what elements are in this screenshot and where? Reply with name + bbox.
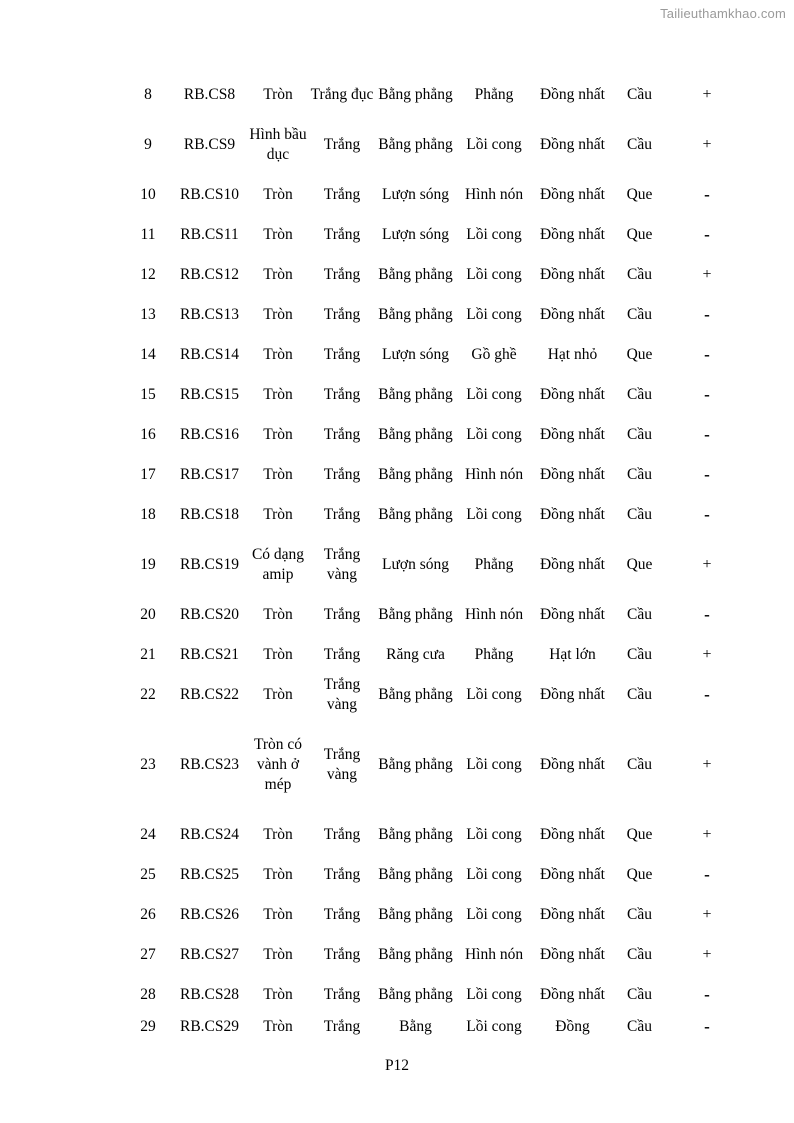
page-number: P12: [384, 1057, 410, 1074]
table-row: [125, 335, 747, 375]
cell-elevation: Lồi cong: [466, 986, 522, 1003]
cell-structure: Đồng nhất: [539, 186, 605, 203]
cell-morphology: Cầu: [627, 606, 652, 623]
cell-shape: Tròn có vành ở mép: [253, 736, 303, 793]
cell-color: Trắng: [323, 466, 361, 483]
cell-elevation: Phẳng: [474, 86, 514, 103]
cell-surface: Bằng phẳng: [378, 826, 453, 843]
cell-elevation: Hình nón: [464, 466, 524, 483]
cell-structure: Đồng nhất: [539, 86, 605, 103]
cell-elevation: Lồi cong: [466, 866, 522, 883]
cell-gram: +: [702, 646, 712, 663]
table-row: [125, 715, 747, 815]
cell-surface: Lượn sóng: [382, 346, 449, 363]
cell-morphology: Cầu: [627, 946, 652, 963]
cell-structure: Đồng nhất: [539, 466, 605, 483]
cell-elevation: Lồi cong: [466, 756, 522, 773]
cell-elevation: Lồi cong: [466, 1018, 522, 1035]
cell-morphology: Cầu: [627, 136, 652, 153]
cell-surface: Bằng phẳng: [378, 306, 453, 323]
cell-surface: Bằng phẳng: [378, 986, 453, 1003]
cell-surface: Bằng phẳng: [378, 266, 453, 283]
cell-shape: Tròn: [263, 866, 293, 883]
cell-number: 18: [140, 506, 156, 523]
cell-code: RB.CS26: [179, 906, 239, 923]
cell-shape: Tròn: [263, 86, 293, 103]
cell-elevation: Lồi cong: [466, 906, 522, 923]
cell-number: 25: [140, 866, 156, 883]
cell-color: Trắng: [323, 606, 361, 623]
cell-number: 27: [140, 946, 156, 963]
cell-color: Trắng: [323, 346, 361, 363]
cell-structure: Đồng nhất: [539, 986, 605, 1003]
cell-gram: +: [702, 556, 712, 573]
cell-surface: Răng cưa: [386, 646, 445, 663]
cell-elevation: Lồi cong: [466, 426, 522, 443]
cell-morphology: Cầu: [627, 646, 652, 663]
cell-number: 29: [140, 1018, 156, 1035]
table-row: [125, 455, 747, 495]
cell-color: Trắng: [323, 946, 361, 963]
cell-morphology: Cầu: [627, 386, 652, 403]
cell-elevation: Hình nón: [464, 186, 524, 203]
cell-gram: -: [704, 345, 710, 364]
cell-shape: Hình bầu dục: [249, 126, 307, 163]
cell-shape: Có dạng amip: [251, 546, 305, 583]
cell-color: Trắng: [323, 506, 361, 523]
cell-color: Trắng: [323, 426, 361, 443]
cell-gram: +: [702, 266, 712, 283]
cell-shape: Tròn: [263, 1018, 293, 1035]
cell-elevation: Lồi cong: [466, 136, 522, 153]
cell-code: RB.CS17: [179, 466, 239, 483]
cell-gram: -: [704, 385, 710, 404]
cell-shape: Tròn: [263, 826, 293, 843]
cell-morphology: Que: [626, 866, 653, 883]
cell-code: RB.CS20: [179, 606, 239, 623]
cell-number: 14: [140, 346, 156, 363]
cell-structure: Đồng nhất: [539, 866, 605, 883]
cell-number: 10: [140, 186, 156, 203]
table-row: [125, 495, 747, 535]
cell-shape: Tròn: [263, 346, 293, 363]
cell-morphology: Cầu: [627, 1018, 652, 1035]
cell-elevation: Hình nón: [464, 946, 524, 963]
cell-color: Trắng: [323, 906, 361, 923]
cell-structure: Đồng nhất: [539, 506, 605, 523]
cell-surface: Lượn sóng: [382, 186, 449, 203]
cell-morphology: Cầu: [627, 466, 652, 483]
cell-surface: Lượn sóng: [382, 556, 449, 573]
cell-morphology: Que: [626, 826, 653, 843]
cell-surface: Bằng phẳng: [378, 466, 453, 483]
cell-number: 19: [140, 556, 156, 573]
cell-morphology: Cầu: [627, 756, 652, 773]
cell-color: Trắng: [323, 826, 361, 843]
cell-surface: Bằng phẳng: [378, 136, 453, 153]
cell-elevation: Lồi cong: [466, 386, 522, 403]
cell-gram: +: [702, 136, 712, 153]
cell-color: Trắng: [323, 226, 361, 243]
cell-morphology: Cầu: [627, 86, 652, 103]
table-row: [125, 535, 747, 595]
cell-elevation: Lồi cong: [466, 506, 522, 523]
cell-shape: Tròn: [263, 506, 293, 523]
cell-structure: Đồng nhất: [539, 556, 605, 573]
cell-color: Trắng: [323, 646, 361, 663]
cell-elevation: Phẳng: [474, 556, 514, 573]
table-row: [125, 675, 747, 715]
cell-shape: Tròn: [263, 646, 293, 663]
cell-code: RB.CS8: [183, 86, 236, 103]
cell-code: RB.CS12: [179, 266, 239, 283]
cell-structure: Đồng nhất: [539, 686, 605, 703]
table-row: [125, 175, 747, 215]
cell-code: RB.CS29: [179, 1018, 239, 1035]
cell-morphology: Que: [626, 186, 653, 203]
cell-structure: Đồng nhất: [539, 946, 605, 963]
cell-gram: -: [704, 225, 710, 244]
cell-code: RB.CS13: [179, 306, 239, 323]
cell-shape: Tròn: [263, 266, 293, 283]
cell-elevation: Lồi cong: [466, 266, 522, 283]
table-row: [125, 215, 747, 255]
cell-gram: -: [704, 1017, 710, 1036]
cell-number: 9: [144, 136, 152, 153]
cell-number: 13: [140, 306, 156, 323]
cell-gram: -: [704, 505, 710, 524]
cell-code: RB.CS9: [183, 136, 236, 153]
cell-number: 21: [140, 646, 156, 663]
cell-structure: Đồng nhất: [539, 826, 605, 843]
cell-color: Trắng: [323, 986, 361, 1003]
table-row: [125, 815, 747, 855]
cell-structure: Đồng nhất: [539, 606, 605, 623]
cell-surface: Bằng phẳng: [378, 86, 453, 103]
cell-surface: Lượn sóng: [382, 226, 449, 243]
cell-structure: Đồng nhất: [539, 906, 605, 923]
cell-color: Trắng: [323, 136, 361, 153]
cell-morphology: Que: [626, 226, 653, 243]
cell-code: RB.CS19: [179, 556, 239, 573]
cell-gram: +: [702, 826, 712, 843]
table-row: [125, 295, 747, 335]
cell-number: 17: [140, 466, 156, 483]
cell-surface: Bằng: [399, 1018, 432, 1035]
cell-color: Trắng đục: [310, 86, 374, 103]
cell-shape: Tròn: [263, 186, 293, 203]
cell-surface: Bằng phẳng: [378, 866, 453, 883]
cell-morphology: Cầu: [627, 906, 652, 923]
cell-code: RB.CS11: [180, 226, 239, 243]
cell-surface: Bằng phẳng: [378, 946, 453, 963]
cell-code: RB.CS22: [179, 686, 239, 703]
cell-number: 20: [140, 606, 156, 623]
cell-number: 8: [144, 86, 152, 103]
cell-surface: Bằng phẳng: [378, 756, 453, 773]
cell-color: Trắng: [323, 186, 361, 203]
cell-gram: -: [704, 605, 710, 624]
cell-structure: Đồng: [555, 1018, 590, 1035]
table-row: [125, 375, 747, 415]
cell-structure: Hạt lớn: [549, 646, 596, 663]
cell-code: RB.CS21: [179, 646, 239, 663]
cell-gram: -: [704, 865, 710, 884]
cell-color: Trắng: [323, 306, 361, 323]
cell-morphology: Cầu: [627, 506, 652, 523]
cell-shape: Tròn: [263, 386, 293, 403]
cell-color: Trắng: [323, 1018, 361, 1035]
cell-number: 15: [140, 386, 156, 403]
table-row: [125, 115, 747, 175]
cell-gram: +: [702, 86, 712, 103]
cell-gram: -: [704, 185, 710, 204]
cell-surface: Bằng phẳng: [378, 906, 453, 923]
cell-color: Trắng: [323, 866, 361, 883]
cell-code: RB.CS16: [179, 426, 239, 443]
cell-elevation: Lồi cong: [466, 306, 522, 323]
cell-surface: Bằng phẳng: [378, 686, 453, 703]
table-row: [125, 75, 747, 115]
cell-color: Trắng: [323, 266, 361, 283]
cell-code: RB.CS25: [179, 866, 239, 883]
cell-elevation: Lồi cong: [466, 826, 522, 843]
table-row: [125, 895, 747, 935]
cell-gram: -: [704, 425, 710, 444]
cell-number: 16: [140, 426, 156, 443]
cell-surface: Bằng phẳng: [378, 506, 453, 523]
cell-shape: Tròn: [263, 606, 293, 623]
cell-structure: Hạt nhỏ: [547, 346, 598, 363]
cell-elevation: Hình nón: [464, 606, 524, 623]
cell-color: Trắng vàng: [323, 676, 361, 713]
watermark-text: Tailieuthamkhao.com: [660, 6, 786, 21]
cell-code: RB.CS23: [179, 756, 239, 773]
cell-number: 23: [140, 756, 156, 773]
cell-structure: Đồng nhất: [539, 226, 605, 243]
cell-color: Trắng: [323, 386, 361, 403]
cell-shape: Tròn: [263, 426, 293, 443]
cell-morphology: Cầu: [627, 686, 652, 703]
cell-number: 28: [140, 986, 156, 1003]
cell-surface: Bằng phẳng: [378, 426, 453, 443]
table-row: [125, 935, 747, 975]
table-row: [125, 255, 747, 295]
cell-code: RB.CS27: [179, 946, 239, 963]
cell-morphology: Cầu: [627, 266, 652, 283]
table-row: [125, 635, 747, 675]
cell-gram: +: [702, 756, 712, 773]
cell-code: RB.CS24: [179, 826, 239, 843]
cell-code: RB.CS10: [179, 186, 239, 203]
cell-gram: -: [704, 685, 710, 704]
cell-number: 11: [140, 226, 156, 243]
cell-gram: +: [702, 946, 712, 963]
cell-morphology: Que: [626, 556, 653, 573]
cell-code: RB.CS14: [179, 346, 239, 363]
cell-morphology: Cầu: [627, 986, 652, 1003]
cell-elevation: Lồi cong: [466, 686, 522, 703]
cell-shape: Tròn: [263, 226, 293, 243]
cell-code: RB.CS15: [179, 386, 239, 403]
cell-surface: Bằng phẳng: [378, 606, 453, 623]
cell-gram: -: [704, 465, 710, 484]
cell-shape: Tròn: [263, 466, 293, 483]
table-row: [125, 1015, 747, 1039]
cell-structure: Đồng nhất: [539, 266, 605, 283]
cell-shape: Tròn: [263, 686, 293, 703]
cell-code: RB.CS18: [179, 506, 239, 523]
cell-shape: Tròn: [263, 906, 293, 923]
table-row: [125, 415, 747, 455]
cell-structure: Đồng nhất: [539, 426, 605, 443]
cell-morphology: Que: [626, 346, 653, 363]
cell-elevation: Lồi cong: [466, 226, 522, 243]
table-row: [125, 595, 747, 635]
cell-number: 26: [140, 906, 156, 923]
cell-structure: Đồng nhất: [539, 386, 605, 403]
cell-color: Trắng vàng: [323, 546, 361, 583]
cell-morphology: Cầu: [627, 426, 652, 443]
cell-number: 12: [140, 266, 156, 283]
cell-structure: Đồng nhất: [539, 136, 605, 153]
cell-color: Trắng vàng: [323, 746, 361, 783]
cell-structure: Đồng nhất: [539, 306, 605, 323]
cell-number: 22: [140, 686, 156, 703]
table-row: [125, 975, 747, 1015]
table-row: [125, 855, 747, 895]
cell-gram: +: [702, 906, 712, 923]
cell-elevation: Phẳng: [474, 646, 514, 663]
cell-structure: Đồng nhất: [539, 756, 605, 773]
cell-morphology: Cầu: [627, 306, 652, 323]
cell-code: RB.CS28: [179, 986, 239, 1003]
cell-shape: Tròn: [263, 306, 293, 323]
cell-surface: Bằng phẳng: [378, 386, 453, 403]
cell-shape: Tròn: [263, 946, 293, 963]
cell-gram: -: [704, 305, 710, 324]
cell-shape: Tròn: [263, 986, 293, 1003]
cell-gram: -: [704, 985, 710, 1004]
bacteria-characteristics-table: [125, 75, 747, 1039]
cell-elevation: Gồ ghề: [471, 346, 517, 363]
cell-number: 24: [140, 826, 156, 843]
